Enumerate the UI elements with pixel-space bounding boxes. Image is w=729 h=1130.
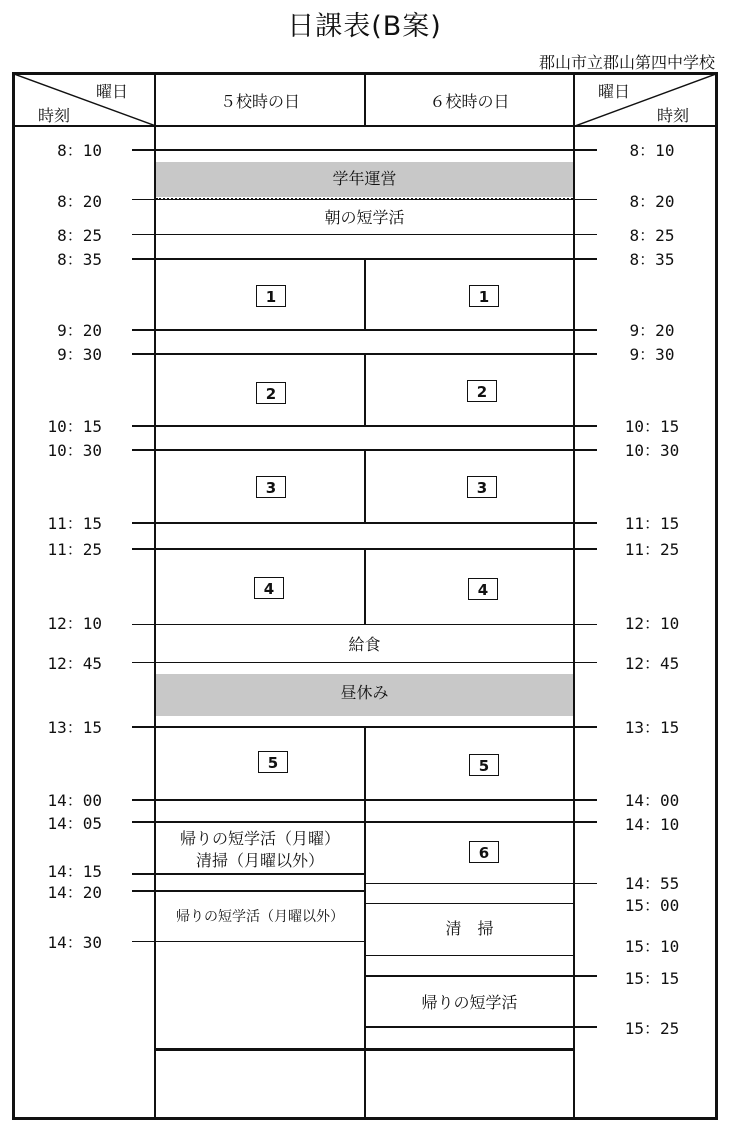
col-divider-p2 (364, 354, 366, 426)
time-left: 8：25 (57, 226, 102, 245)
block-break: 昼休み (156, 674, 573, 716)
line-1525-right (366, 1026, 597, 1028)
line-1400 (132, 799, 597, 801)
header-col-6: ６校時の日 (429, 92, 510, 111)
period-box-col6: 5 (469, 754, 499, 776)
line-1210 (132, 624, 597, 625)
time-left: 8：10 (57, 141, 102, 160)
col-divider-left (154, 74, 156, 1118)
time-right: 8：20 (629, 192, 675, 211)
line-1015 (132, 425, 597, 427)
time-right: 14：55 (624, 874, 680, 893)
period-box-col5: 1 (256, 285, 286, 307)
time-right: 15：10 (624, 937, 680, 956)
time-right: 11：15 (624, 514, 680, 533)
line-0835 (132, 258, 597, 260)
line-1455-right (366, 883, 597, 884)
period-box-col5: 5 (258, 751, 288, 773)
line-1315 (132, 726, 597, 728)
line-0825 (132, 234, 597, 235)
block-lunch: 給食 (348, 635, 381, 654)
time-right: 13：15 (624, 718, 680, 737)
line-1115 (132, 522, 597, 524)
block-cleaning-6: 清 掃 (445, 919, 494, 938)
page-title: 日課表(B案) (287, 11, 442, 42)
period-box-col6: 3 (467, 476, 497, 498)
time-left: 14：15 (47, 862, 102, 881)
line-0920 (132, 329, 597, 331)
time-left: 8：20 (57, 192, 102, 211)
time-left: 11：15 (47, 514, 102, 533)
time-right: 9：30 (629, 345, 675, 364)
period-box-col6: 1 (469, 285, 499, 307)
header-time-label-right: 時刻 (657, 106, 690, 125)
block-return-monday: 帰りの短学活（月曜） (179, 829, 340, 848)
block-return-except-monday: 帰りの短学活（月曜以外） (176, 909, 344, 925)
time-left: 10：30 (47, 441, 102, 460)
time-left: 12：10 (47, 614, 102, 633)
time-left: 14：30 (47, 933, 102, 952)
line-1510-right (366, 955, 573, 956)
line-1245 (132, 662, 597, 663)
line-1500-right (366, 903, 573, 904)
header-day-label-left: 曜日 (96, 82, 129, 101)
time-right: 10：30 (624, 441, 680, 460)
period-box-col5: 3 (256, 476, 286, 498)
period-box-col5: 4 (254, 577, 284, 599)
line-0820-dotted (156, 198, 573, 201)
line-1420-left (132, 890, 364, 892)
time-right: 8：25 (629, 226, 675, 245)
col-divider-p1 (364, 259, 366, 330)
time-left: 9：30 (57, 345, 102, 364)
header-col-5: ５校時の日 (219, 92, 300, 111)
time-left: 12：45 (47, 654, 102, 673)
time-left: 11：25 (47, 540, 102, 559)
block-cleaning-except-monday: 清掃（月曜以外） (195, 851, 324, 870)
period-box-col5: 2 (256, 382, 286, 404)
line-1415-left (132, 873, 364, 875)
time-right: 9：20 (629, 321, 675, 340)
line-0930 (132, 353, 597, 355)
header-time-label-left: 時刻 (38, 106, 71, 125)
time-right: 14：10 (624, 815, 680, 834)
period-box-col6: 4 (468, 578, 498, 600)
block-return-6: 帰りの短学活 (421, 993, 518, 1012)
line-1430-left (132, 941, 364, 942)
time-right: 15：15 (624, 969, 680, 988)
time-left: 14：05 (47, 814, 102, 833)
time-left: 9：20 (57, 321, 102, 340)
period-box-col6: 2 (467, 380, 497, 402)
time-right: 14：00 (624, 791, 680, 810)
time-right: 15：25 (624, 1019, 680, 1038)
time-left: 10：15 (47, 417, 102, 436)
header-day-label-right: 曜日 (598, 82, 631, 101)
block-morning: 朝の短学活 (324, 208, 405, 227)
period-box-col6: 6 (469, 841, 499, 863)
header-diagonal-left (14, 74, 156, 126)
time-right: 11：25 (624, 540, 680, 559)
col-divider-p3 (364, 449, 366, 523)
time-left: 14：00 (47, 791, 102, 810)
time-right: 8：35 (629, 250, 675, 269)
line-1515-right (366, 975, 597, 977)
time-right: 12：10 (624, 614, 680, 633)
time-right: 15：00 (624, 896, 680, 915)
time-left: 8：35 (57, 250, 102, 269)
bottom-bold-line (156, 1048, 573, 1051)
col-divider-p4 (364, 548, 366, 625)
time-right: 8：10 (629, 141, 675, 160)
time-left: 13：15 (47, 718, 102, 737)
line-1405-1410 (132, 821, 597, 823)
line-1125 (132, 548, 597, 550)
school-name: 郡山市立郡山第四中学校 (538, 53, 715, 72)
col-divider-right (573, 74, 575, 1118)
line-0810 (132, 149, 597, 151)
time-left: 14：20 (47, 883, 102, 902)
time-right: 10：15 (624, 417, 680, 436)
header-diagonal-right (575, 74, 716, 126)
time-right: 12：45 (624, 654, 680, 673)
block-management: 学年運営 (156, 162, 573, 197)
line-1030 (132, 449, 597, 451)
